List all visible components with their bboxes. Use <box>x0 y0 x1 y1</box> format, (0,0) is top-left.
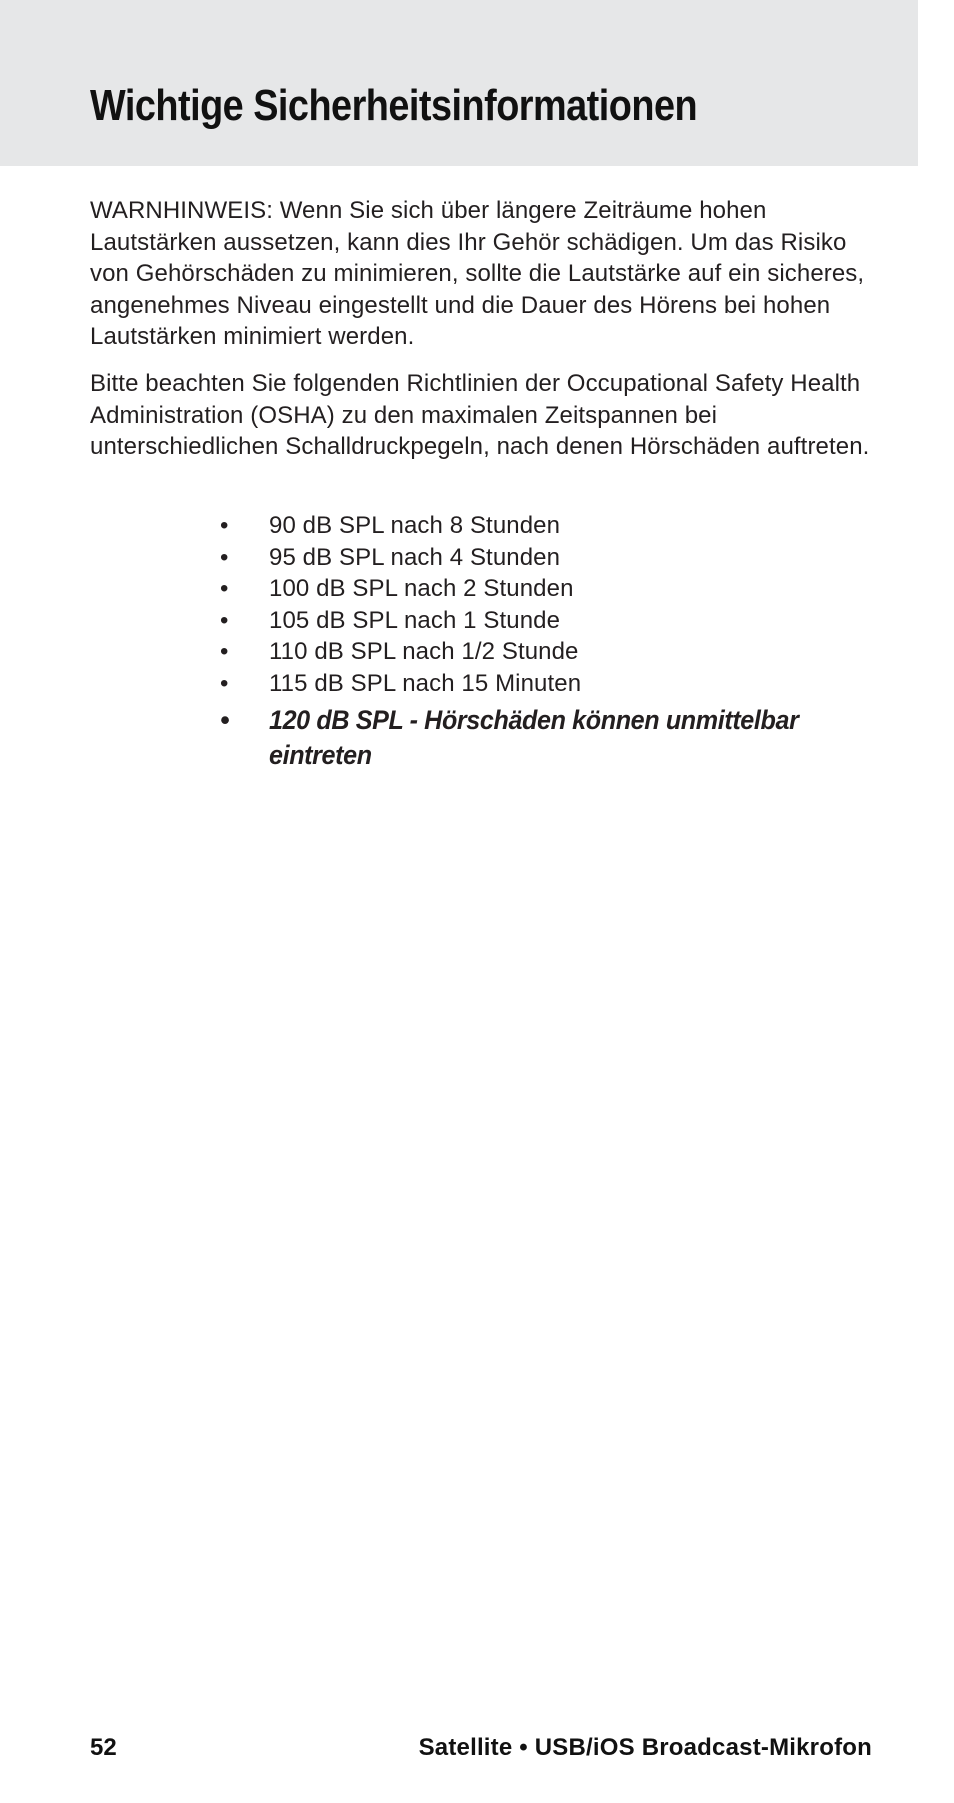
bullet-dot: • <box>220 575 229 602</box>
page-title: Wichtige Sicherheitsinformationen <box>90 81 698 130</box>
list-item: • 90 dB SPL nach 8 Stunden <box>220 510 860 542</box>
osha-paragraph: Bitte beachten Sie folgenden Richtlinien der Occupational Safety Health Administration (OSHA) zu den maximalen Zeitspannen bei unterschiedlichen Schalldruckpegeln, nach denen Hörschäden auftreten. <box>90 370 870 460</box>
bullet-dot: • <box>220 512 229 539</box>
footer-product-name: Satellite • USB/iOS Broadcast-Mikrofon <box>418 1734 872 1761</box>
page-number: 52 <box>90 1734 117 1761</box>
exposure-limit-list <box>220 510 860 773</box>
list-item: • 115 dB SPL nach 15 Minuten <box>220 668 860 700</box>
bullet-dot: • <box>220 705 230 735</box>
bullet-dot: • <box>220 638 229 665</box>
list-item: • 100 dB SPL nach 2 Stunden <box>220 573 860 605</box>
bullet-dot: • <box>220 606 229 634</box>
bullet-dot: • <box>220 669 229 697</box>
list-item: • 95 dB SPL nach 4 Stunden <box>220 542 860 574</box>
page-footer <box>90 1731 872 1765</box>
warning-paragraph: WARNHINWEIS: Wenn Sie sich über längere Zeiträume hohen Lautstärken aussetzen, kann dies Ihr Gehör schädigen. Um das Risiko von Gehörschäden zu minimieren, sollte die Lautstärke auf ein sicheres, angenehmes Niveau eingestellt und die Dauer des Hörens bei hohen Lautstärken minimiert werden. <box>90 197 865 350</box>
list-item: • 105 dB SPL nach 1 Stunde <box>220 605 860 637</box>
list-item: • 110 dB SPL nach 1/2 Stunde <box>220 636 860 668</box>
list-item-emphasized: • 120 dB SPL - Hörschäden können unmittelbar eintreten <box>220 705 799 770</box>
bullet-dot: • <box>220 543 229 571</box>
